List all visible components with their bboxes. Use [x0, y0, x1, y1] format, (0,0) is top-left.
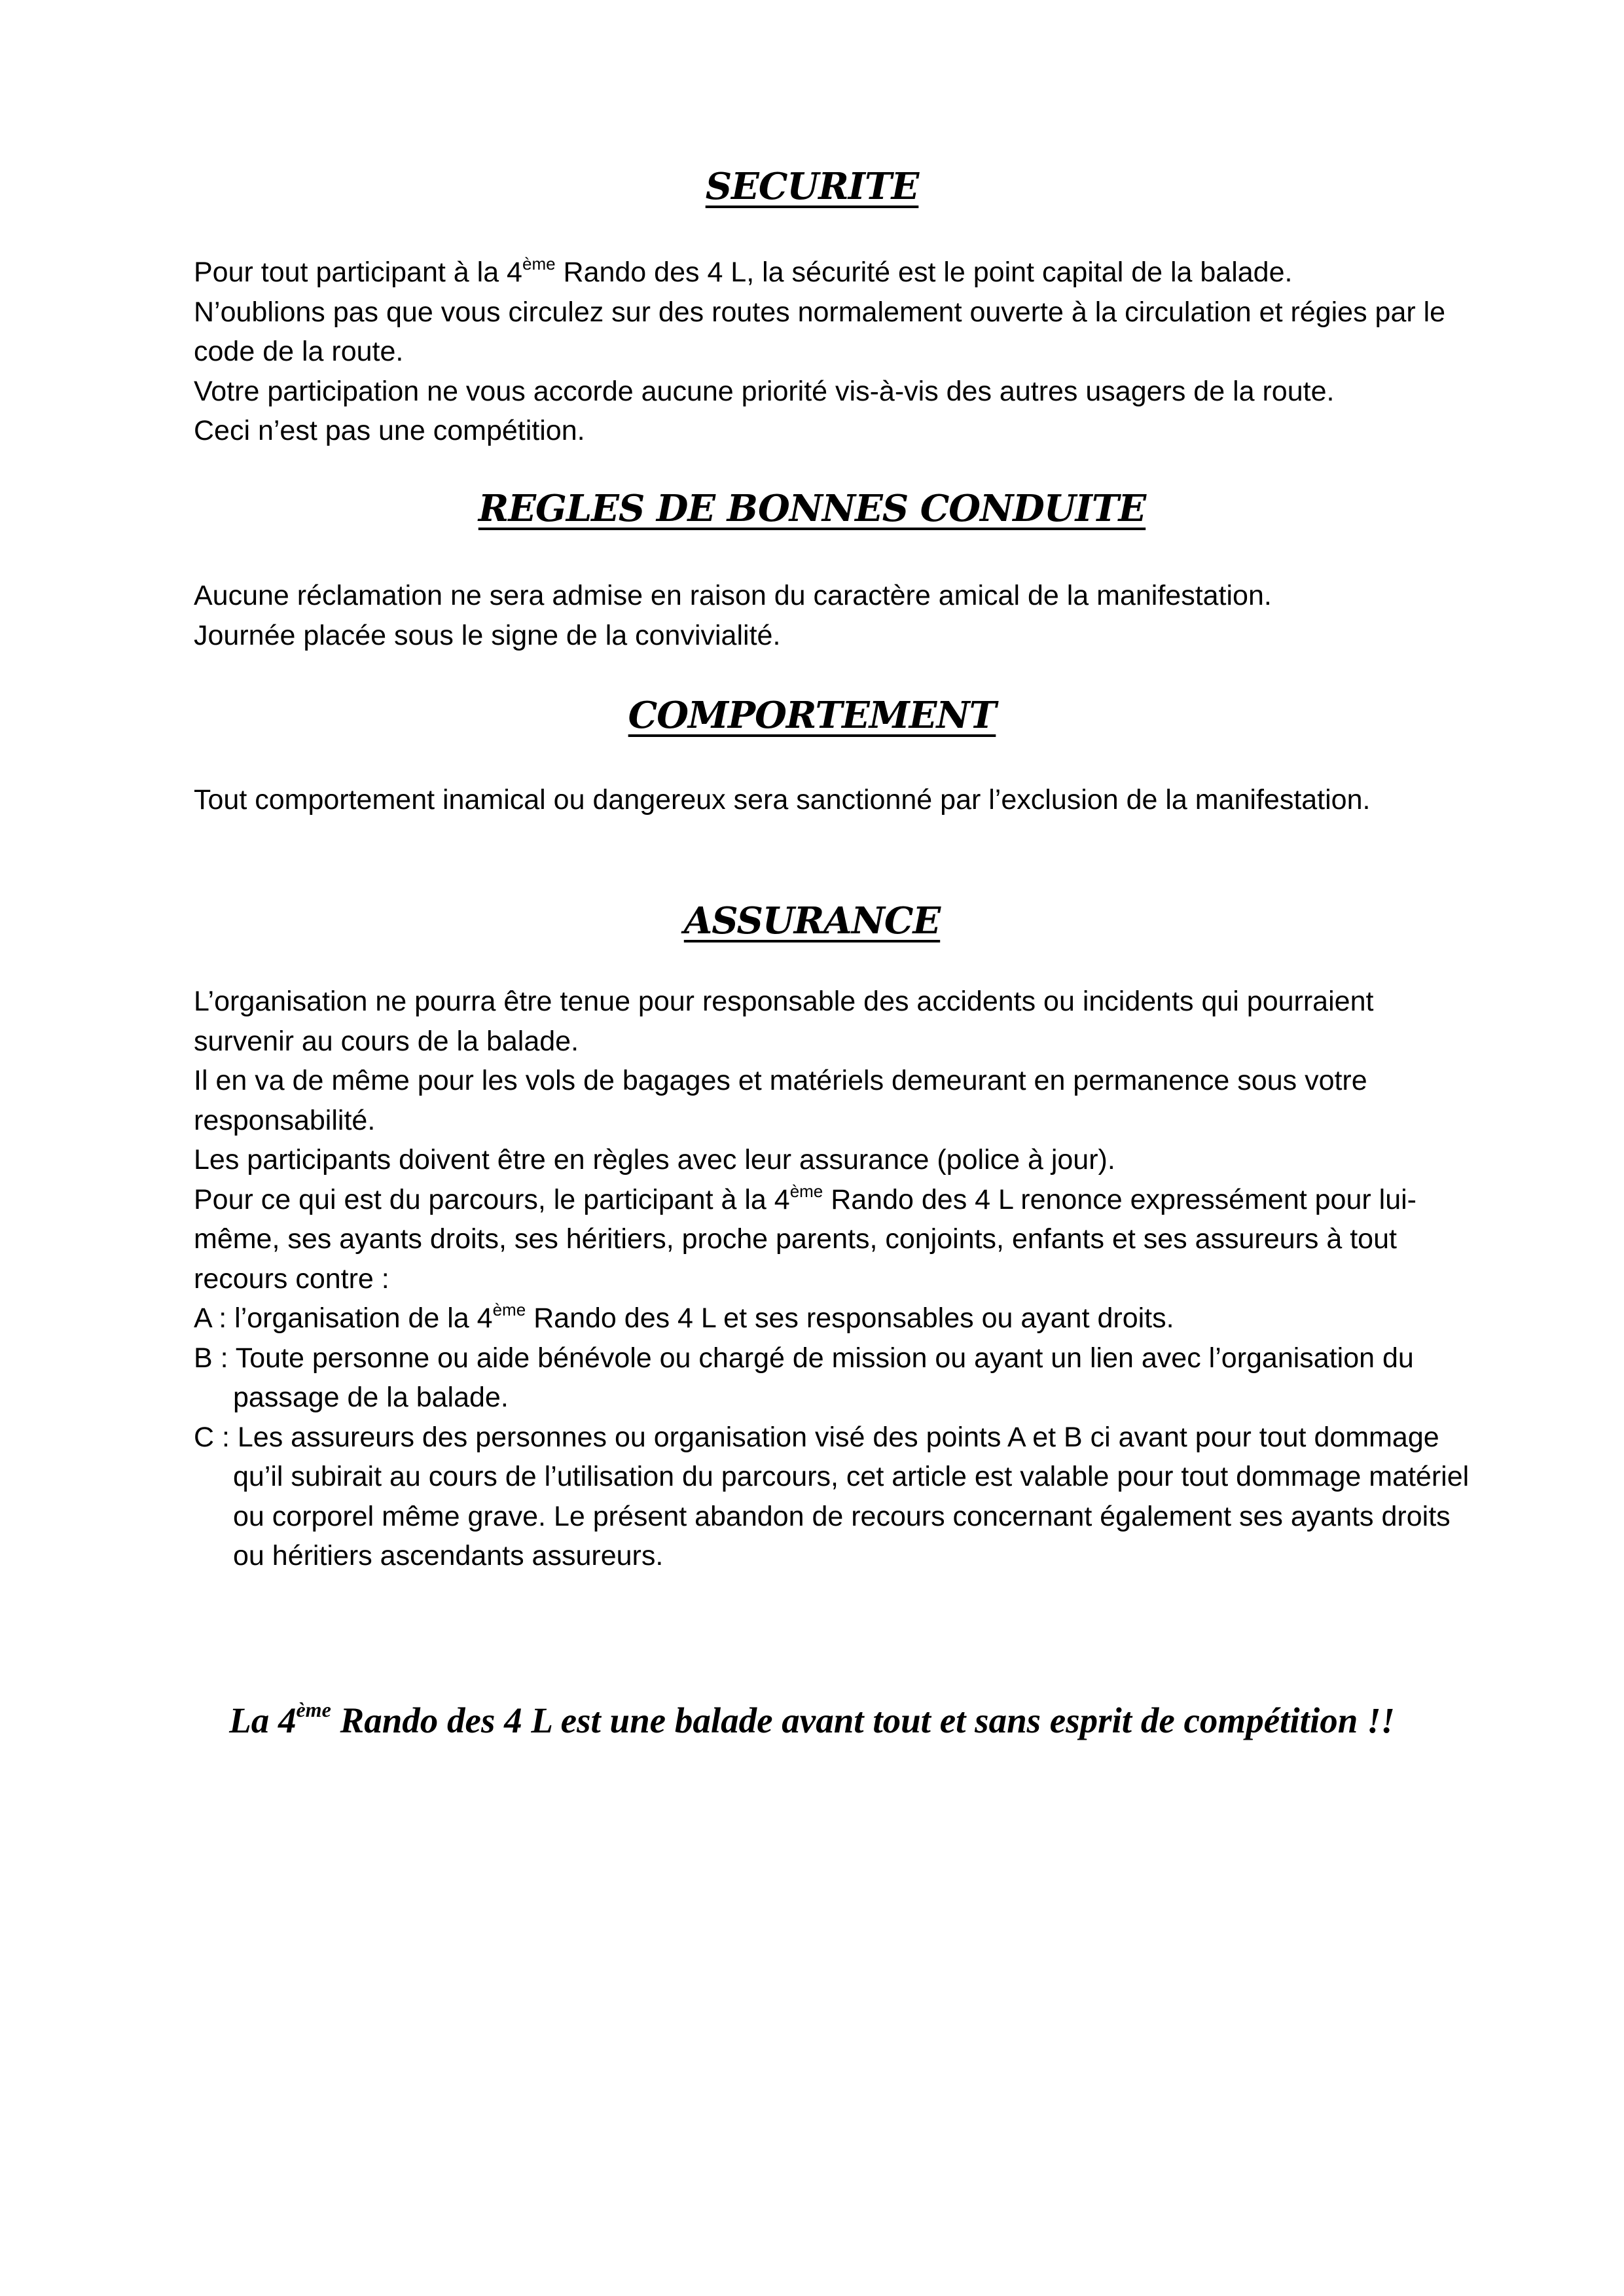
heading-comportement: COMPORTEMENT: [628, 694, 996, 737]
assurance-item-a: [194, 1299, 1477, 1338]
text-run: Rando des 4 L, la sécurité est le point capital de la balade.: [555, 257, 1293, 288]
securite-paragraph-2: N’oublions pas que vous circulez sur des routes normalement ouverte à la circulation et régies par le code de la route.: [194, 296, 1446, 367]
closing-statement: [0, 1698, 1624, 1744]
superscript: ème: [492, 1300, 526, 1319]
assurance-paragraph-4: [194, 1180, 1477, 1299]
text-run: Rando des 4 L renonce expressément pour lui-même, ses ayants droits, ses héritiers, proche parents, conjoints, enfants et ses assureurs à tout recours contre :: [194, 1183, 1416, 1295]
text-run: Pour tout participant à la 4: [194, 257, 522, 288]
comportement-paragraph-1: Tout comportement inamical ou dangereux sera sanctionné par l’exclusion de la manifestation.: [194, 784, 1371, 816]
section-regles: [194, 576, 1477, 655]
assurance-item-c: C : Les assureurs des personnes ou organisation visé des points A et B ci avant pour tout dommage qu’il subirait au cours de l’utilisation du parcours, cet article est valable pour tout dommage matériel ou corporel même grave. Le présent abandon de recours concernant également ses ayants droits ou héritiers ascendants assureurs.: [194, 1421, 1470, 1571]
section-comportement: [194, 780, 1477, 820]
heading-securite: SECURITE: [705, 165, 919, 208]
regles-paragraph-2: Journée placée sous le signe de la convivialité.: [194, 619, 781, 651]
superscript: ème: [789, 1181, 823, 1201]
superscript: ème: [522, 254, 556, 274]
text-run: Rando des 4 L est une balade avant tout et sans esprit de compétition !!: [331, 1700, 1395, 1740]
securite-paragraph-4: Ceci n’est pas une compétition.: [194, 415, 585, 446]
assurance-paragraph-1: L’organisation ne pourra être tenue pour responsable des accidents ou incidents qui pourraient survenir au cours de la balade.: [194, 986, 1374, 1057]
assurance-paragraph-3: Les participants doivent être en règles avec leur assurance (police à jour).: [194, 1144, 1115, 1175]
section-securite: [194, 253, 1477, 451]
securite-paragraph-3: Votre participation ne vous accorde aucune priorité vis-à-vis des autres usagers de la route.: [194, 375, 1335, 407]
section-assurance: [194, 982, 1477, 1576]
regles-paragraph-1: Aucune réclamation ne sera admise en raison du caractère amical de la manifestation.: [194, 580, 1272, 611]
assurance-paragraph-2: Il en va de même pour les vols de bagages et matériels demeurant en permanence sous votre responsabilité.: [194, 1065, 1367, 1136]
text-run: Rando des 4 L et ses responsables ou ayant droits.: [526, 1302, 1174, 1334]
heading-regles: REGLES DE BONNES CONDUITE: [478, 487, 1146, 530]
superscript: ème: [296, 1698, 331, 1721]
text-run: La 4: [229, 1700, 297, 1740]
heading-assurance: ASSURANCE: [683, 899, 941, 942]
text-run: A : l’organisation de la 4: [194, 1302, 493, 1334]
securite-paragraph-1: [194, 253, 1477, 293]
text-run: Pour ce qui est du parcours, le participant à la 4: [194, 1183, 790, 1215]
assurance-item-b: B : Toute personne ou aide bénévole ou chargé de mission ou ayant un lien avec l’organisation du passage de la balade.: [194, 1342, 1414, 1413]
